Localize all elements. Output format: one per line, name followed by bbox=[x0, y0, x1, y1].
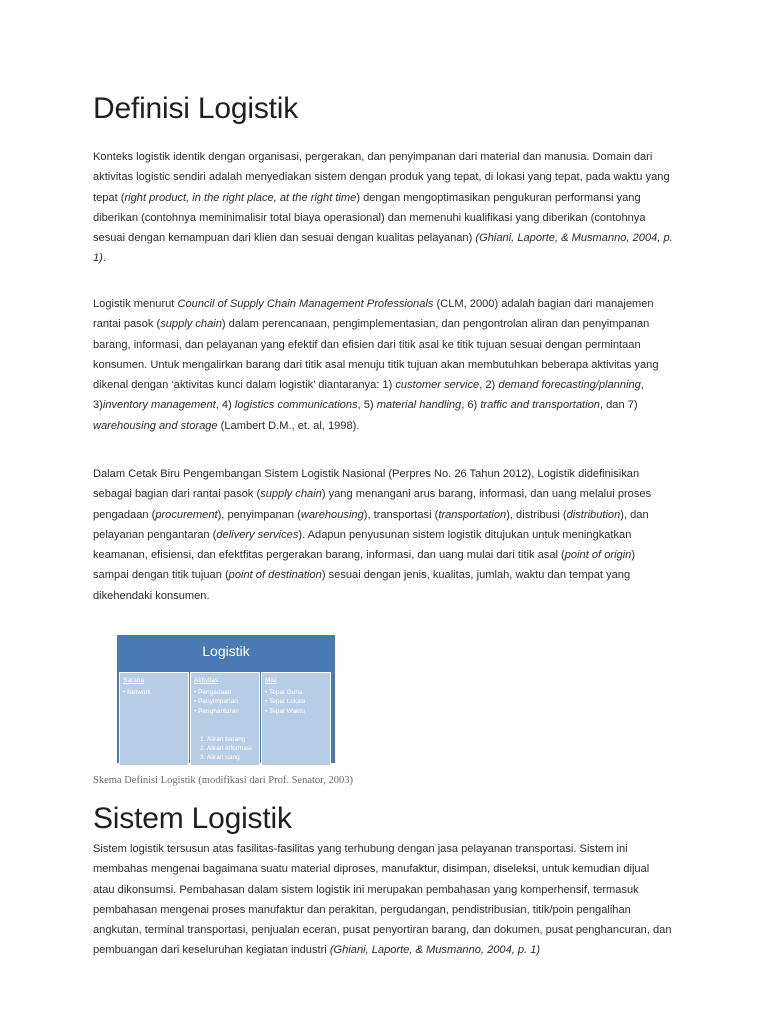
italic-text-run: distribution bbox=[566, 508, 621, 521]
diagram-column-item: • Penghantaran bbox=[194, 707, 239, 715]
diagram-flow-item: 1. Aliran barang bbox=[200, 736, 246, 743]
paragraph-sistem-logistik bbox=[93, 839, 673, 961]
diagram-column-item: • Penyimpanan bbox=[194, 698, 238, 705]
italic-text-run: point of origin bbox=[564, 549, 632, 562]
text-run: ) dalam perencanaan, pengimplementasian, dan pengontrolan aliran dan penyimpanan barang, informasi, dan pelayanan yang efektif dan efisien dari titik asal ke titik tujuan sesuai dengan permintaan konsumen. Untuk mengalirkan barang dari titik asal menuju titik tujuan akan membutuhkan beberapa aktivitas yang dikenal dengan ‘aktivitas kunci dalam logistik’ diantaranya: 1) bbox=[93, 318, 659, 392]
figure-caption: Skema Definisi Logistik (modifikasi dari Prof. Senator, 2003) bbox=[93, 775, 353, 786]
text-run: , 6) bbox=[461, 399, 481, 412]
diagram-column-heading: Aktivitas bbox=[194, 677, 219, 684]
italic-text-run: point of destination bbox=[228, 569, 322, 582]
text-run: ), dan pelayanan pengantaran ( bbox=[93, 508, 649, 541]
italic-text-run: traffic and transportation bbox=[480, 399, 600, 412]
italic-text-run: supply chain bbox=[160, 318, 222, 331]
paragraph-clm-definition bbox=[93, 294, 673, 436]
diagram-column-heading: Sarana bbox=[123, 677, 144, 684]
paragraph-cetak-biru bbox=[93, 464, 673, 606]
text-run: (CLM, 2000) adalah bagian dari manajemen rantai pasok ( bbox=[93, 298, 654, 331]
text-run: , 3) bbox=[93, 379, 644, 412]
diagram-column-heading: Misi bbox=[265, 677, 277, 684]
italic-text-run: material handling bbox=[376, 399, 462, 412]
italic-text-run: Council of Supply Chain Management Professionals bbox=[177, 298, 434, 310]
text-run: . bbox=[102, 252, 106, 265]
section-title-sistem: Sistem Logistik bbox=[93, 802, 292, 835]
italic-text-run: warehousing and storage bbox=[93, 419, 218, 432]
italic-text-run: transportation bbox=[438, 508, 507, 521]
text-run: Sistem logistik tersusun atas fasilitas-fasilitas yang terhubung dengan jasa pelayanan transportasi. Sistem ini membahas mengenai bagaimana suatu material diproses, manufaktur, disimpan, diseleksi, untuk kemudian dijual atau dikonsumsi. Pembahasan dalam sistem logistik ini merupakan pembahasan yang komperhensif, termasuk pembahasan mengenai proses manufaktur dan perakitan, pergudangan, pendistribusian, titik/poin pengalihan angkutan, terminal transportasi, penjualan eceran, pusat penyortiran barang, dan dokumen, pusat penghancuran, dan pembuangan dari keseluruhan kegiatan industri bbox=[93, 843, 672, 957]
text-run: ). Adapun penyusunan sistem logistik ditujukan untuk meningkatkan keamanan, efisiensi, dan efektfitas pergerakan barang, informasi, dan uang mulai dari titik asal ( bbox=[93, 528, 632, 562]
text-run: ) dengan mengoptimasikan pengukuran performansi yang diberikan (contohnya meminimalisir total biaya operasional) dan memenuhi kualifikasi yang diberikan (contohnya sesuai dengan kemampuan dari klien dan sesuai dengan kualitas pelayanan) bbox=[93, 191, 646, 245]
text-run: ), distribusi ( bbox=[506, 508, 567, 521]
text-run: ) sampai dengan titik tujuan ( bbox=[93, 549, 636, 582]
diagram-column-item: • Pengadaan bbox=[194, 688, 232, 696]
diagram-column-item: • Network bbox=[123, 688, 151, 696]
diagram-flow-item: 2. Aliran informasi bbox=[200, 744, 252, 752]
diagram-title: Logistik bbox=[202, 643, 250, 659]
italic-text-run: delivery services bbox=[216, 528, 299, 541]
text-run: , dan 7) bbox=[599, 399, 638, 412]
italic-text-run: supply chain bbox=[260, 488, 322, 501]
italic-text-run: inventory management bbox=[102, 399, 216, 412]
text-run: ) yang menangani arus barang, informasi, dan uang melalui proses pengadaan ( bbox=[93, 488, 652, 521]
text-run: Dalam Cetak Biru Pengembangan Sistem Logistik Nasional (Perpres No. 26 Tahun 2012), Logistik didefinisikan sebagai bagian dari rantai pasok ( bbox=[93, 468, 640, 501]
italic-text-run: right product, in the right place, at the right time bbox=[124, 191, 357, 204]
italic-text-run: warehousing bbox=[300, 508, 364, 521]
section-title-definisi: Definisi Logistik bbox=[93, 92, 299, 125]
italic-text-run: demand forecasting/planning bbox=[498, 379, 641, 392]
text-run: , 5) bbox=[357, 399, 377, 412]
italic-text-run: (Ghiani, Laporte, & Musmanno, 2004, p. 1) bbox=[329, 944, 541, 957]
logistik-diagram bbox=[117, 635, 335, 763]
text-run: ) sesuai dengan jenis, kualitas, jumlah, waktu dan tempat yang dikehendaki konsumen. bbox=[93, 569, 631, 602]
italic-text-run: procurement bbox=[155, 508, 218, 521]
italic-text-run: customer service bbox=[395, 379, 480, 392]
text-run: ), penyimpanan ( bbox=[217, 508, 301, 521]
text-run: , 2) bbox=[479, 379, 499, 392]
italic-text-run: (Ghiani, Laporte, & Musmanno, 2004, p. 1) bbox=[93, 232, 673, 265]
text-run: Logistik menurut bbox=[93, 298, 178, 310]
diagram-column-item: • Tepat Lokasi bbox=[265, 698, 306, 705]
diagram-column-item: • Tepat Guna bbox=[265, 688, 303, 696]
diagram-flow-item: 3. Aliran uang bbox=[200, 753, 240, 761]
paragraph-konteks bbox=[93, 147, 673, 269]
text-run: Konteks logistik identik dengan organisasi, pergerakan, dan penyimpanan dari material dan manusia. Domain dari aktivitas logistic sendiri adalah menyediakan sistem dengan produk yang tepat, di lokasi yang tepat, pada waktu yang tepat ( bbox=[93, 151, 670, 204]
italic-text-run: logistics communications bbox=[234, 399, 358, 412]
diagram-column-item: • Tepat Waktu bbox=[265, 707, 305, 715]
text-run: , 4) bbox=[215, 399, 235, 412]
text-run: ), transportasi ( bbox=[363, 508, 439, 521]
text-run: (Lambert D.M., et. al, 1998). bbox=[217, 419, 360, 432]
diagram-flows bbox=[117, 733, 335, 763]
